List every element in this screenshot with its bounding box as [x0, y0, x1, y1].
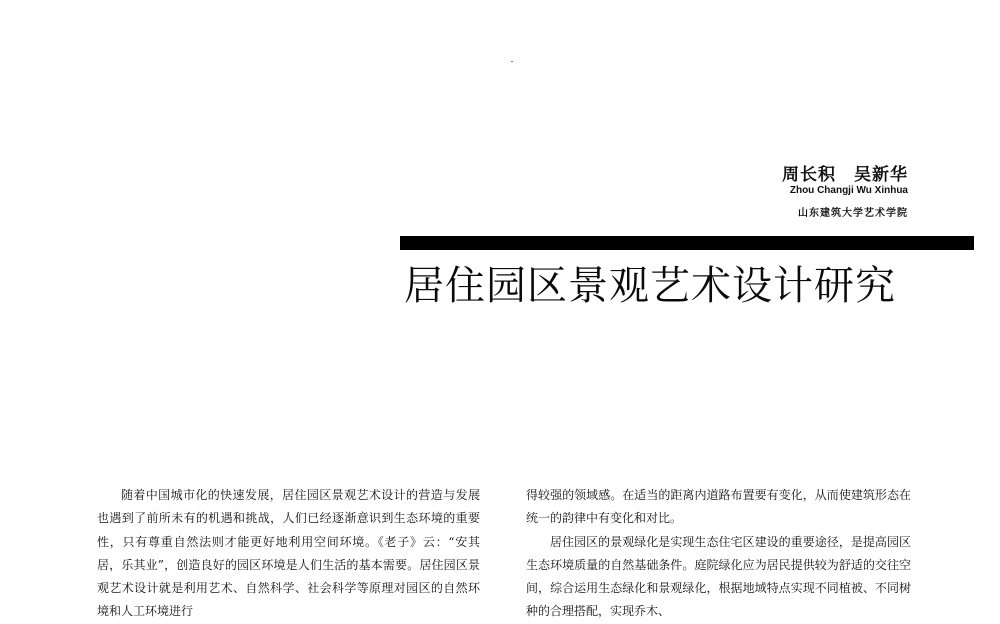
authors-english: Zhou Changji Wu Xinhua: [789, 185, 908, 196]
body-column-right: [526, 484, 911, 624]
scan-speck: [511, 61, 513, 62]
paragraph: 随着中国城市化的快速发展，居住园区景观艺术设计的营造与发展也遇到了前所未有的机遇和挑战，人们已经逐渐意识到生态环境的重要性，只有尊重自然法则才能更好地利用空间环境。《老子》云：“安其居，乐其业”，创造良好的园区环境是人们生活的基本需要。居住园区景观艺术设计就是利用艺术、自然科学、社会科学等原理对园区的自然环境和人工环境进行: [97, 488, 480, 619]
authors-chinese: 周长积 吴新华: [782, 165, 908, 185]
body-column-left: [97, 484, 480, 624]
paragraph: 居住园区的景观绿化是实现生态住宅区建设的重要途径，是提高园区生态环境质量的自然基础条件。庭院绿化应为居民提供较为舒适的交往空间，综合运用生态绿化和景观绿化，根据地域特点实现不同植被、不同树种的合理搭配，实现乔木、: [526, 534, 911, 619]
paragraph-continued: 得较强的领域感。在适当的距离内道路布置要有变化，从而使建筑形态在统一的韵律中有变化和对比。: [526, 488, 911, 526]
author-affiliation: 山东建筑大学艺术学院: [798, 208, 908, 219]
article-title: 居住园区景观艺术设计研究: [404, 263, 896, 309]
title-rule-bar: [400, 236, 974, 250]
